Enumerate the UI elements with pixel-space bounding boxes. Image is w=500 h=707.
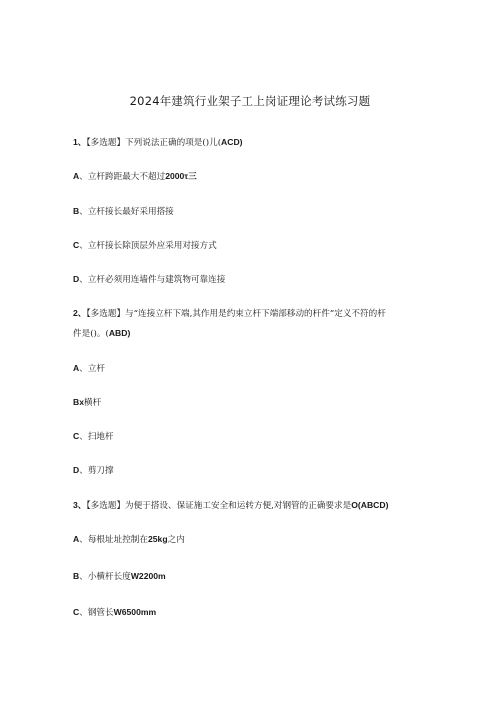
question-text: 【多选题】为便于搭设、保证施工安全和运转方便,对钢管的正确要求是 bbox=[86, 501, 352, 511]
option-text: 每根址址控制在 bbox=[87, 535, 148, 545]
question-text: 【多选题】下列说法正确的项是() bbox=[86, 138, 210, 148]
option-2b bbox=[73, 396, 101, 409]
option-emphasis: 2000τ三 bbox=[165, 171, 197, 181]
option-letter: C bbox=[73, 431, 80, 441]
document-title: 2024年建筑行业架子工上岗证理论考试练习题 bbox=[129, 94, 371, 108]
answer-key: ABD) bbox=[108, 328, 131, 338]
option-3b: B、小横杆长度W2200m bbox=[73, 571, 166, 582]
option-text: 钢管长 bbox=[87, 608, 114, 618]
option-emphasis: 25kg bbox=[148, 534, 168, 544]
option-text: 小横杆长度 bbox=[87, 572, 131, 582]
question-2-stem-line2 bbox=[73, 327, 130, 340]
option-letter: D bbox=[73, 274, 80, 284]
option-emphasis: W2200m bbox=[130, 571, 166, 581]
option-letter: Bx bbox=[73, 397, 84, 407]
question-text-tail: 儿( bbox=[209, 138, 222, 148]
option-1a: A、立杆跨距最大不超过2000τ三 bbox=[73, 171, 197, 182]
option-text: 横杆 bbox=[84, 398, 102, 408]
option-letter: A bbox=[73, 534, 80, 544]
question-3-stem bbox=[73, 499, 388, 512]
option-emphasis: W6500mm bbox=[113, 607, 157, 617]
question-text: 【多选题】与“连接立杆下端,其作用是约束立杆下端部移动的杆件”定义不符的杆 bbox=[86, 309, 386, 319]
question-number: 1、 bbox=[73, 137, 87, 147]
option-letter: B bbox=[73, 571, 80, 581]
option-letter: D bbox=[73, 465, 80, 475]
option-text: 立杆接长最好采用搭接 bbox=[87, 207, 174, 217]
option-1b: B、立杆接长最好采用搭接 bbox=[73, 206, 174, 217]
option-text: 立杆必须用连墙件与建筑物可靠连接 bbox=[87, 275, 226, 285]
option-letter: A bbox=[73, 171, 80, 181]
option-1d: D、立杆必须用连墙件与建筑物可靠连接 bbox=[73, 274, 226, 285]
question-text: 件是()。( bbox=[73, 329, 109, 339]
option-3c: C、钢管长W6500mm bbox=[73, 607, 157, 618]
option-text: 立杆跨距最大不超过 bbox=[87, 172, 166, 182]
option-letter: C bbox=[73, 607, 80, 617]
question-2-stem bbox=[73, 307, 386, 320]
question-1-stem bbox=[73, 136, 243, 149]
option-text-tail: 之内 bbox=[167, 535, 185, 545]
option-text: 扫地杆 bbox=[87, 432, 114, 442]
option-letter: C bbox=[73, 240, 80, 250]
option-1c: C、立杆接长除顶层外应采用对接方式 bbox=[73, 240, 217, 251]
option-3a: A、每根址址控制在25kg之内 bbox=[73, 534, 185, 545]
question-number: 2、 bbox=[73, 308, 87, 318]
answer-key: ACD) bbox=[221, 137, 243, 147]
question-number: 3、 bbox=[73, 500, 87, 510]
option-text: 立杆接长除顶层外应采用对接方式 bbox=[87, 241, 217, 251]
option-2d: D、剪刀撑 bbox=[73, 465, 114, 476]
option-2a: A、立杆 bbox=[73, 363, 106, 374]
answer-key: O(ABCD) bbox=[351, 500, 389, 510]
option-2c: C、扫地杆 bbox=[73, 431, 114, 442]
option-letter: B bbox=[73, 206, 80, 216]
option-letter: A bbox=[73, 363, 80, 373]
option-text: 立杆 bbox=[87, 364, 106, 374]
option-text: 剪刀撑 bbox=[87, 466, 114, 476]
